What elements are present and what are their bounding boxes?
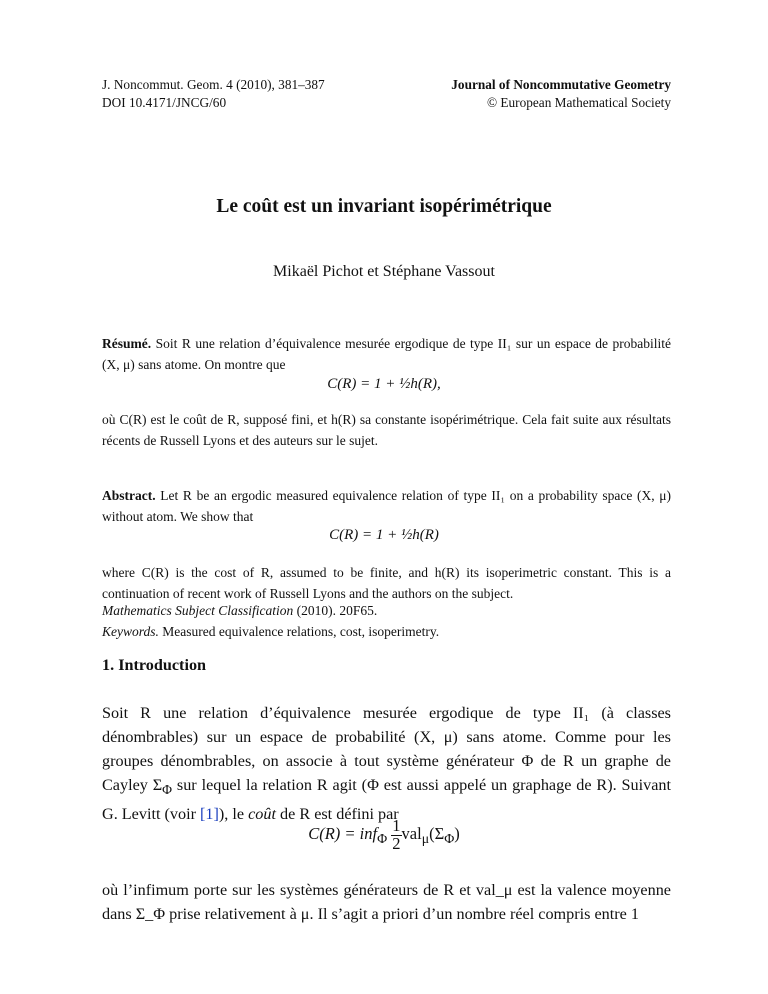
authors: Mikaël Pichot et Stéphane Vassout — [273, 263, 495, 280]
resume-paragraph — [102, 333, 671, 375]
intro-text-b: sur lequel la relation R agit (Φ est aussi appelé un graphage de R). Suivant G. Levitt (voir — [102, 776, 671, 824]
resume-text-1: Soit R une relation d’équivalence mesurée ergodique de type II₁ sur un espace de probabilité (X, μ) sans atome. On montre que — [102, 336, 671, 372]
keywords-line — [102, 621, 671, 642]
resume-label: Résumé. — [102, 336, 152, 351]
msc-value: (2010). 20F65. — [296, 603, 378, 618]
abstract-paragraph — [102, 485, 671, 527]
journal-reference: J. Noncommut. Geom. 4 (2010), 381–387 — [102, 77, 325, 92]
doi: DOI 10.4171/JNCG/60 — [102, 95, 227, 110]
section-number: 1. — [102, 656, 115, 674]
msc-line — [102, 600, 671, 621]
abstract-equation: C(R) = 1 + ½h(R) — [329, 527, 439, 543]
header-right — [400, 76, 671, 112]
paper-title: Le coût est un invariant isopérimétrique — [216, 196, 552, 217]
keywords-value: Measured equivalence relations, cost, isoperimetry. — [162, 624, 440, 639]
abstract-text-2: where C(R) is the cost of R, assumed to be finite, and h(R) its isoperimetric constant. This is a continuation of recent work of Russell Lyons and the authors on the subject. — [102, 565, 671, 601]
fraction-numerator: 1 — [392, 816, 401, 835]
equation-sub: Φ — [377, 831, 388, 847]
citation-link[interactable]: [1] — [200, 805, 219, 824]
header-left — [102, 76, 325, 112]
fraction-denominator: 2 — [392, 833, 401, 853]
section-heading — [102, 656, 206, 675]
equation-rhs-arg: (Σ — [429, 823, 445, 843]
intro-text-c: ), le — [218, 805, 249, 824]
section-title: Introduction — [118, 656, 207, 674]
resume-equation: C(R) = 1 + ½h(R), — [327, 376, 441, 392]
cost-definition-equation: C(R) = inf$_\Phi$ $\frac{1}{2}$ $val_\mu(\Sigma_\Phi)$ — [308, 816, 460, 853]
abstract-text-1: Let R be an ergodic measured equivalence relation of type II₁ on a probability space (X, μ) without atom. We show that — [102, 488, 672, 524]
equation-rhs: val — [401, 823, 422, 843]
abstract-label: Abstract. — [102, 488, 156, 503]
journal-name: Journal of Noncommutative Geometry — [451, 77, 671, 92]
equation-lhs: C(R) = inf — [308, 823, 378, 843]
intro-text-a: Soit R une relation d’équivalence mesurée ergodique de type II₁ (à classes dénombrables) sur un espace de probabilité (X, μ) sans atome. Comme pour les groupes dénombrables, on associe à tout système générateur Φ de R un graphe de Cayley Σ — [102, 704, 671, 794]
intro-cout-term: coût — [248, 805, 276, 824]
intro-text-d: de R est défini par — [275, 805, 399, 824]
keywords-label: Keywords. — [102, 624, 159, 639]
equation-fraction — [391, 818, 401, 852]
publisher: © European Mathematical Society — [486, 95, 671, 110]
msc-label: Mathematics Subject Classification — [102, 603, 294, 618]
intro-paragraph-1: Soit R une relation d’équivalence mesurée ergodique de type II₁ (à classes dénombrables) sur un espace de probabilité (X, μ) sans atome. Comme pour les groupes dénombrables, on associe à tout système générateur Φ de R un graphe de Cayley $\Sigma_\Phi$ sur lequel la relation R agit (Φ est aussi appelé un graphage de R). Suivant G. Levitt (voir [1]), le coût de R est défini par — [102, 704, 671, 824]
resume-text-2: où C(R) est le coût de R, supposé fini, et h(R) sa constante isopérimétrique. Cela fait suite aux résultats récents de Russell Lyons et des auteurs sur le sujet. — [102, 412, 671, 448]
intro-paragraph-2: où l’infimum porte sur les systèmes générateurs de R et val_μ est la valence moyenne dans Σ_Φ prise relativement à μ. Il s’agit a priori d’un nombre réel compris entre 1 — [102, 881, 671, 923]
